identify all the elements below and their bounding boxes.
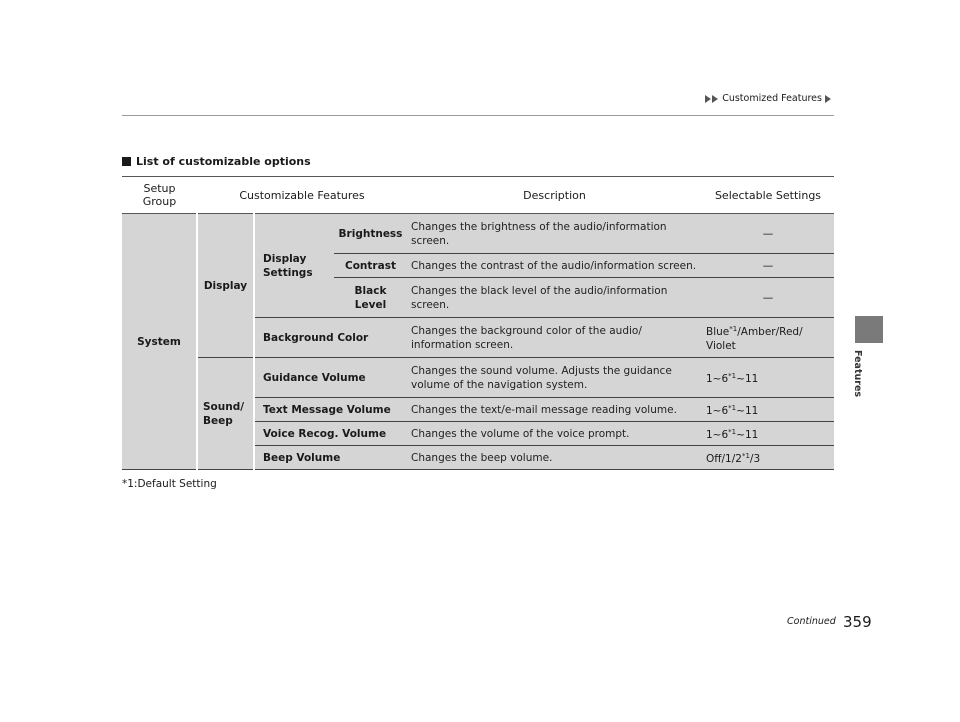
section-title: List of customizable options	[122, 155, 311, 168]
feature-cell: Background Color	[254, 318, 407, 358]
feature-cell: Contrast	[334, 254, 407, 278]
group-system: System	[122, 214, 197, 470]
default-marker: *1	[728, 404, 737, 412]
default-marker: *1	[728, 372, 737, 380]
table-row	[122, 358, 834, 398]
group-sound-beep: Sound/ Beep	[197, 358, 254, 470]
header-rule	[122, 115, 834, 116]
description-cell: Changes the text/e-mail message reading volume.	[407, 398, 702, 422]
setting-cell: 1~6$^{*1}$~11	[702, 398, 834, 422]
header-description: Description	[407, 177, 702, 214]
square-bullet-icon	[122, 157, 131, 166]
feature-cell: Guidance Volume	[254, 358, 407, 398]
options-table	[122, 176, 834, 470]
feature-cell: Text Message Volume	[254, 398, 407, 422]
group-display-settings: Display Settings	[254, 214, 334, 318]
description-cell: Changes the black level of the audio/information screen.	[407, 278, 702, 318]
group-display: Display	[197, 214, 254, 358]
feature-cell: Black Level	[334, 278, 407, 318]
header-selectable-settings: Selectable Settings	[702, 177, 834, 214]
setting-cell: 1~6$^{*1}$~11	[702, 422, 834, 446]
feature-cell: Brightness	[334, 214, 407, 254]
footnote: *1:Default Setting	[122, 478, 217, 490]
breadcrumb-label: Customized Features	[722, 93, 822, 104]
feature-cell: Voice Recog. Volume	[254, 422, 407, 446]
default-marker: *1	[729, 325, 738, 333]
header-setup-group: Setup Group	[122, 177, 197, 214]
description-cell: Changes the background color of the audio/ information screen.	[407, 318, 702, 358]
setting-cell: Off/1/2$^{*1}$/3	[702, 446, 834, 470]
side-tab-label: Features	[852, 350, 863, 398]
triangle-arrow-icon	[712, 95, 718, 103]
breadcrumb	[705, 93, 832, 104]
description-cell: Changes the contrast of the audio/information screen.	[407, 254, 702, 278]
setting-cell: —	[702, 214, 834, 254]
default-marker: *1	[741, 452, 750, 460]
side-tab-marker	[855, 316, 883, 343]
default-marker: *1	[728, 428, 737, 436]
setting-cell: Blue$^{*1}$/Amber/Red/ Violet	[702, 318, 834, 358]
description-cell: Changes the volume of the voice prompt.	[407, 422, 702, 446]
table-row	[122, 214, 834, 254]
triangle-arrow-icon	[705, 95, 711, 103]
continued-label: Continued	[787, 616, 836, 627]
description-cell: Changes the sound volume. Adjusts the guidance volume of the navigation system.	[407, 358, 702, 398]
feature-cell: Beep Volume	[254, 446, 407, 470]
description-cell: Changes the beep volume.	[407, 446, 702, 470]
header-customizable-features: Customizable Features	[197, 177, 407, 214]
setting-cell: —	[702, 254, 834, 278]
description-cell: Changes the brightness of the audio/information screen.	[407, 214, 702, 254]
triangle-arrow-icon	[825, 95, 831, 103]
page-number: 359	[843, 613, 872, 631]
setting-cell: —	[702, 278, 834, 318]
table-header-row	[122, 177, 834, 214]
setting-cell: 1~6$^{*1}$~11	[702, 358, 834, 398]
